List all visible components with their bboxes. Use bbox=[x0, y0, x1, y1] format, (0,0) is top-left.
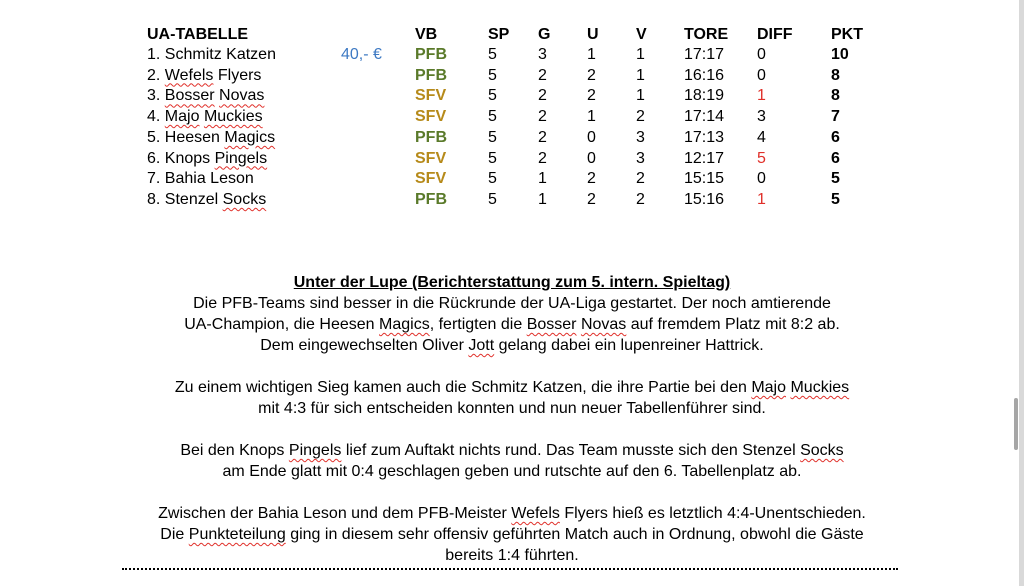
spellcheck-word: Magics bbox=[379, 316, 430, 333]
table-cell-diff: 0 bbox=[757, 46, 766, 63]
table-cell-g: 2 bbox=[538, 66, 547, 84]
report-paragraph bbox=[110, 293, 914, 356]
spellcheck-word: Socks bbox=[800, 442, 844, 459]
table-cell-vb: PFB bbox=[415, 190, 447, 208]
table-cell-sp: 5 bbox=[488, 46, 497, 63]
table-cell-diff: 1 bbox=[757, 87, 766, 105]
spellcheck-word: Novas bbox=[219, 87, 265, 105]
spellcheck-word: Wefels bbox=[164, 66, 214, 84]
table-cell-prize: 40,- € bbox=[341, 46, 382, 63]
spellcheck-word: Socks bbox=[222, 190, 267, 208]
report-paragraph bbox=[110, 377, 914, 419]
dotted-separator bbox=[122, 568, 898, 570]
report-line: Bei den Knops Pingels lief zum Auftakt nichts rund. Das Team musste sich den Stenzel Socks bbox=[180, 442, 844, 459]
report-title: Unter der Lupe (Berichterstattung zum 5. intern. Spieltag) bbox=[293, 274, 731, 291]
table-cell-v: 2 bbox=[636, 108, 645, 126]
report-line: bereits 1:4 führten. bbox=[445, 547, 579, 564]
table-header-rank: UA-TABELLE bbox=[147, 26, 249, 43]
report-line: Zu einem wichtigen Sieg kamen auch die Schmitz Katzen, die ihre Partie bei den Majo Muckies bbox=[174, 379, 850, 396]
spellcheck-word: Pingels bbox=[288, 442, 342, 459]
table-cell-sp: 5 bbox=[488, 170, 497, 188]
table-cell-pkt: 7 bbox=[831, 108, 840, 126]
report-line: Die Punkteteilung ging in diesem sehr offensiv geführten Match auch in Ordnung, obwohl die Gäste bbox=[160, 526, 864, 543]
table-cell-u: 2 bbox=[587, 66, 596, 84]
page-edge bbox=[1019, 0, 1024, 586]
report-line: am Ende glatt mit 0:4 geschlagen geben und rutschte auf den 6. Tabellenplatz ab. bbox=[222, 463, 802, 480]
spellcheck-word: Majo bbox=[164, 108, 200, 126]
spellcheck-word: Muckies bbox=[790, 379, 850, 396]
table-header-tore: TORE bbox=[684, 26, 729, 43]
report-paragraph bbox=[110, 440, 914, 482]
table-cell-u: 0 bbox=[587, 149, 596, 167]
table-cell-u: 0 bbox=[587, 128, 596, 146]
table-cell-v: 1 bbox=[636, 66, 645, 84]
table-header-vb: VB bbox=[415, 26, 438, 43]
table-cell-g: 1 bbox=[538, 190, 547, 208]
table-cell-g: 1 bbox=[538, 170, 547, 188]
table-cell-u: 1 bbox=[587, 46, 596, 63]
table-cell-pkt: 6 bbox=[831, 149, 840, 167]
table-cell-u: 2 bbox=[587, 170, 596, 188]
table-cell-rank: 2. Wefels Flyers bbox=[147, 66, 262, 84]
table-cell-tore: 17:17 bbox=[684, 46, 725, 63]
table-cell-rank: 6. Knops Pingels bbox=[147, 149, 268, 167]
spellcheck-word: Bosser bbox=[164, 87, 215, 105]
table-cell-v: 2 bbox=[636, 190, 645, 208]
spellcheck-word: Punkteteilung bbox=[188, 526, 286, 543]
table-cell-tore: 17:14 bbox=[684, 108, 725, 126]
table-cell-tore: 15:15 bbox=[684, 170, 725, 188]
table-cell-pkt: 5 bbox=[831, 170, 840, 188]
table-cell-vb: SFV bbox=[415, 108, 447, 126]
table-cell-vb: SFV bbox=[415, 149, 447, 167]
paragraph-gap bbox=[110, 419, 914, 440]
table-cell-pkt: 8 bbox=[831, 87, 840, 105]
table-cell-rank: 3. Bosser Novas bbox=[147, 87, 265, 105]
table-cell-sp: 5 bbox=[488, 128, 497, 146]
table-cell-pkt: 8 bbox=[831, 66, 840, 84]
table-cell-diff: 5 bbox=[757, 149, 766, 167]
spellcheck-word: Bosser bbox=[526, 316, 577, 333]
paragraph-gap bbox=[110, 356, 914, 377]
table-cell-v: 3 bbox=[636, 128, 645, 146]
report-line: Dem eingewechselten Oliver Jott gelang dabei ein lupenreiner Hattrick. bbox=[260, 337, 764, 354]
table-header-sp: SP bbox=[488, 26, 510, 43]
table-header-u: U bbox=[587, 26, 599, 43]
spellcheck-word: Wefels bbox=[511, 505, 560, 522]
table-cell-tore: 17:13 bbox=[684, 128, 725, 146]
table-cell-vb: PFB bbox=[415, 46, 447, 63]
paragraph-gap bbox=[110, 482, 914, 503]
table-cell-diff: 0 bbox=[757, 170, 766, 188]
scrollbar-thumb[interactable] bbox=[1014, 398, 1018, 450]
table-cell-rank: 1. Schmitz Katzen bbox=[147, 46, 276, 63]
table-cell-pkt: 6 bbox=[831, 128, 840, 146]
report-line: mit 4:3 für sich entscheiden konnten und nun neuer Tabellenführer sind. bbox=[258, 400, 766, 417]
spellcheck-word: Muckies bbox=[203, 108, 263, 126]
table-cell-rank: 8. Stenzel Socks bbox=[147, 190, 267, 208]
table-cell-vb: PFB bbox=[415, 66, 447, 84]
table-cell-g: 3 bbox=[538, 46, 547, 63]
table-header-v: V bbox=[636, 26, 647, 43]
report-paragraph bbox=[110, 503, 914, 566]
table-cell-rank: 5. Heesen Magics bbox=[147, 128, 276, 146]
table-cell-sp: 5 bbox=[488, 87, 497, 105]
spellcheck-word: Majo bbox=[751, 379, 787, 396]
table-cell-tore: 18:19 bbox=[684, 87, 725, 105]
table-cell-g: 2 bbox=[538, 128, 547, 146]
table-cell-tore: 16:16 bbox=[684, 66, 725, 84]
table-cell-vb: SFV bbox=[415, 170, 447, 188]
table-cell-diff: 1 bbox=[757, 190, 766, 208]
table-cell-u: 1 bbox=[587, 108, 596, 126]
spellcheck-word: Jott bbox=[468, 337, 495, 354]
table-cell-g: 2 bbox=[538, 108, 547, 126]
table-cell-sp: 5 bbox=[488, 108, 497, 126]
table-cell-diff: 3 bbox=[757, 108, 766, 126]
table-cell-rank: 7. Bahia Leson bbox=[147, 170, 254, 188]
table-header-g: G bbox=[538, 26, 551, 43]
table-cell-tore: 12:17 bbox=[684, 149, 725, 167]
table-cell-sp: 5 bbox=[488, 149, 497, 167]
report-line: UA-Champion, die Heesen Magics, fertigten die Bosser Novas auf fremdem Platz mit 8:2 ab. bbox=[184, 316, 840, 333]
table-cell-v: 2 bbox=[636, 170, 645, 188]
table-header-diff: DIFF bbox=[757, 26, 793, 43]
table-cell-vb: PFB bbox=[415, 128, 447, 146]
report-line: Die PFB-Teams sind besser in die Rückrunde der UA-Liga gestartet. Der noch amtierende bbox=[193, 295, 831, 312]
table-cell-sp: 5 bbox=[488, 66, 497, 84]
spellcheck-word: Magics bbox=[224, 128, 276, 146]
table-cell-v: 1 bbox=[636, 46, 645, 63]
table-cell-v: 1 bbox=[636, 87, 645, 105]
table-cell-u: 2 bbox=[587, 190, 596, 208]
table-cell-pkt: 5 bbox=[831, 190, 840, 208]
table-cell-tore: 15:16 bbox=[684, 190, 725, 208]
table-cell-sp: 5 bbox=[488, 190, 497, 208]
table-header-pkt: PKT bbox=[831, 26, 863, 43]
table-cell-v: 3 bbox=[636, 149, 645, 167]
table-cell-diff: 4 bbox=[757, 128, 766, 146]
table-cell-vb: SFV bbox=[415, 87, 447, 105]
spellcheck-word: Novas bbox=[580, 316, 627, 333]
table-cell-pkt: 10 bbox=[831, 46, 849, 63]
table-cell-rank: 4. Majo Muckies bbox=[147, 108, 263, 126]
table-cell-g: 2 bbox=[538, 149, 547, 167]
spellcheck-word: Pingels bbox=[214, 149, 268, 167]
table-cell-u: 2 bbox=[587, 87, 596, 105]
report-line: Zwischen der Bahia Leson und dem PFB-Meister Wefels Flyers hieß es letztlich 4:4-Unentschieden. bbox=[158, 505, 866, 522]
report-body bbox=[110, 293, 914, 566]
report-section bbox=[110, 272, 914, 566]
table-cell-g: 2 bbox=[538, 87, 547, 105]
table-cell-diff: 0 bbox=[757, 66, 766, 84]
